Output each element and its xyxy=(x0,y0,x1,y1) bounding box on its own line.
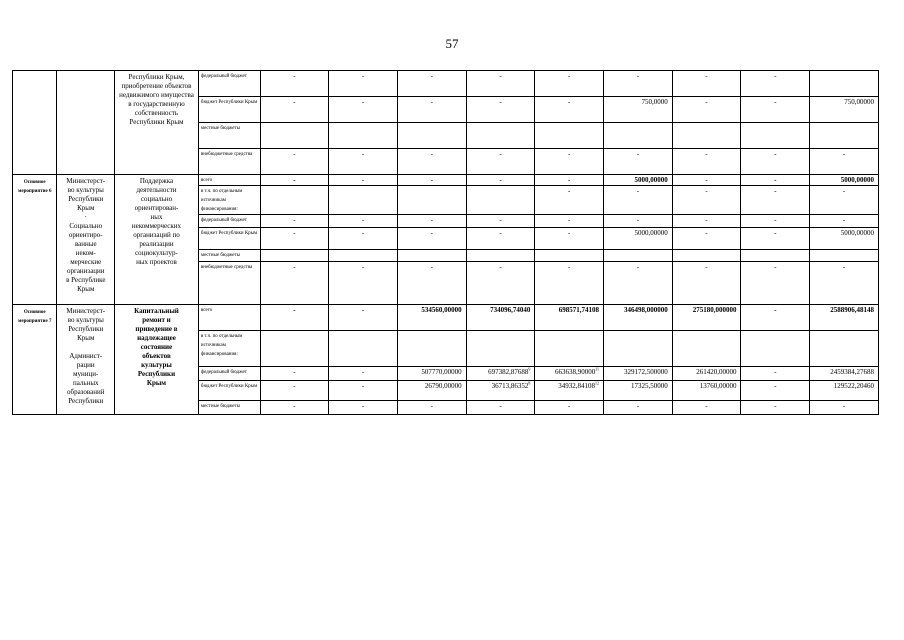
value-cell: 261420,00000 xyxy=(672,367,741,381)
value-cell: - xyxy=(741,401,810,415)
value-cell: - xyxy=(329,401,398,415)
value-cell xyxy=(466,186,535,215)
value-cell xyxy=(604,123,673,149)
value-cell: - xyxy=(397,215,466,228)
funding-source: федеральный бюджет xyxy=(198,367,260,381)
value-cell: - xyxy=(535,186,604,215)
value-cell: 5000,00000 xyxy=(604,228,673,250)
value-cell: - xyxy=(329,228,398,250)
value-cell: 750,0000 xyxy=(604,97,673,123)
value-cell xyxy=(810,71,879,97)
value-cell: - xyxy=(741,228,810,250)
value-cell xyxy=(535,123,604,149)
value-cell xyxy=(397,123,466,149)
value-cell xyxy=(466,250,535,262)
value-cell: - xyxy=(329,381,398,401)
value-cell: - xyxy=(397,97,466,123)
value-cell: - xyxy=(466,175,535,186)
financing-table xyxy=(12,70,879,415)
funding-source: бюджет Республики Крым xyxy=(198,381,260,401)
table-row xyxy=(13,71,879,97)
value-cell: - xyxy=(260,149,329,175)
funding-source: местные бюджеты xyxy=(198,123,260,149)
value-cell: 13760,00000 xyxy=(672,381,741,401)
value-cell: - xyxy=(466,71,535,97)
value-cell: 663638,90000$^{11}$ xyxy=(535,367,604,381)
value-cell: 275180,000000 xyxy=(672,305,741,331)
value-cell: - xyxy=(672,215,741,228)
value-cell: - xyxy=(604,149,673,175)
value-cell: - xyxy=(741,305,810,331)
value-cell xyxy=(260,186,329,215)
value-cell: 5000,00000 xyxy=(810,228,879,250)
value-cell xyxy=(397,186,466,215)
value-cell: 534560,00000 xyxy=(397,305,466,331)
value-cell: 5000,00000 xyxy=(604,175,673,186)
funding-source: федеральный бюджет xyxy=(198,71,260,97)
value-cell xyxy=(810,123,879,149)
funding-source: всего xyxy=(198,175,260,186)
funding-source: всего xyxy=(198,305,260,331)
value-cell: - xyxy=(466,228,535,250)
value-cell: 2459384,27688 xyxy=(810,367,879,381)
value-cell: - xyxy=(466,215,535,228)
value-cell: - xyxy=(329,71,398,97)
executor-cell: Министерст- во культуры Республики Крым · Социально ориентиро- ванные неком- мерческие организации в Республике Крым xyxy=(57,175,115,305)
value-cell: - xyxy=(810,262,879,305)
value-cell: - xyxy=(741,381,810,401)
value-cell: - xyxy=(466,97,535,123)
value-cell xyxy=(741,331,810,367)
value-cell: - xyxy=(741,71,810,97)
funding-source: внебюджетные средства xyxy=(198,262,260,305)
value-cell: - xyxy=(535,97,604,123)
value-cell: - xyxy=(329,215,398,228)
value-cell: 346498,000000 xyxy=(604,305,673,331)
value-cell: - xyxy=(535,71,604,97)
value-cell: - xyxy=(672,186,741,215)
value-cell: 734096,74040 xyxy=(466,305,535,331)
value-cell: - xyxy=(260,175,329,186)
funding-source: местные бюджеты xyxy=(198,401,260,415)
value-cell: - xyxy=(672,401,741,415)
value-cell: - xyxy=(810,401,879,415)
value-cell: - xyxy=(672,262,741,305)
value-cell: - xyxy=(741,149,810,175)
value-cell: 129522,20460 xyxy=(810,381,879,401)
value-cell: - xyxy=(741,215,810,228)
funding-source: местные бюджеты xyxy=(198,250,260,262)
value-cell: 34932,84108$^{12}$ xyxy=(535,381,604,401)
value-cell: - xyxy=(535,175,604,186)
value-cell: - xyxy=(260,71,329,97)
table-row xyxy=(13,175,879,186)
value-cell: - xyxy=(397,175,466,186)
value-cell: - xyxy=(397,228,466,250)
executor-cell: Министерст- во культуры Республики Крым Админист- рации муници- пальных образований Республики xyxy=(57,305,115,415)
value-cell xyxy=(810,331,879,367)
value-cell: - xyxy=(466,262,535,305)
value-cell: - xyxy=(329,149,398,175)
value-cell xyxy=(466,123,535,149)
value-cell: - xyxy=(604,71,673,97)
event-name: Поддержка деятельности социально ориентирован- ных некоммерческих организаций по реализации социокультур- ных проектов xyxy=(115,175,199,305)
funding-source: федеральный бюджет xyxy=(198,215,260,228)
value-cell: - xyxy=(741,97,810,123)
value-cell: - xyxy=(466,149,535,175)
value-cell: - xyxy=(810,215,879,228)
value-cell: - xyxy=(535,149,604,175)
value-cell: - xyxy=(741,186,810,215)
value-cell: 36713,86352$^8$ xyxy=(466,381,535,401)
value-cell xyxy=(672,250,741,262)
value-cell: - xyxy=(260,215,329,228)
value-cell xyxy=(535,331,604,367)
value-cell xyxy=(329,186,398,215)
value-cell: - xyxy=(535,262,604,305)
value-cell: - xyxy=(604,262,673,305)
value-cell xyxy=(397,250,466,262)
funding-source: в т.ч. по отдельным источникам финансирования: xyxy=(198,331,260,367)
value-cell xyxy=(535,250,604,262)
event-code: Основное мероприятие 6 xyxy=(13,175,57,305)
value-cell: - xyxy=(329,367,398,381)
funding-source: в т.ч. по отдельным источникам финансирования: xyxy=(198,186,260,215)
value-cell xyxy=(741,123,810,149)
value-cell: 2588906,48148 xyxy=(810,305,879,331)
value-cell: - xyxy=(397,149,466,175)
value-cell: - xyxy=(741,262,810,305)
value-cell: - xyxy=(535,228,604,250)
funding-source: внебюджетные средства xyxy=(198,149,260,175)
event-name: Республики Крым, приобретение объектов недвижимого имущества в государственную собственность Республики Крым xyxy=(115,71,199,175)
value-cell xyxy=(466,331,535,367)
value-cell: - xyxy=(260,381,329,401)
funding-source: бюджет Республики Крым xyxy=(198,97,260,123)
value-cell xyxy=(260,123,329,149)
value-cell: 698571,74108 xyxy=(535,305,604,331)
value-cell xyxy=(672,123,741,149)
value-cell xyxy=(329,331,398,367)
value-cell: - xyxy=(604,186,673,215)
value-cell xyxy=(604,250,673,262)
value-cell xyxy=(741,250,810,262)
value-cell xyxy=(329,123,398,149)
value-cell: - xyxy=(260,401,329,415)
value-cell: 329172,500000 xyxy=(604,367,673,381)
value-cell xyxy=(329,250,398,262)
page-number: 57 xyxy=(445,36,459,51)
value-cell: - xyxy=(260,97,329,123)
value-cell: 750,00000 xyxy=(810,97,879,123)
value-cell: - xyxy=(604,401,673,415)
value-cell: - xyxy=(604,215,673,228)
value-cell: - xyxy=(329,262,398,305)
value-cell: 697382,87688$^9$ xyxy=(466,367,535,381)
value-cell: - xyxy=(672,175,741,186)
table-row xyxy=(13,305,879,331)
value-cell: - xyxy=(260,262,329,305)
value-cell: - xyxy=(672,97,741,123)
event-name: Капитальный ремонт и приведение в надлежащее состояние объектов культуры Республики Крым xyxy=(115,305,199,415)
value-cell: - xyxy=(260,305,329,331)
value-cell: 507770,00000 xyxy=(397,367,466,381)
event-code: Основное мероприятие 7 xyxy=(13,305,57,415)
value-cell: - xyxy=(397,71,466,97)
executor-cell xyxy=(57,71,115,175)
value-cell: - xyxy=(260,228,329,250)
event-code xyxy=(13,71,57,175)
value-cell: 17325,50000 xyxy=(604,381,673,401)
value-cell: - xyxy=(810,186,879,215)
funding-source: бюджет Республики Крым xyxy=(198,228,260,250)
value-cell: - xyxy=(397,262,466,305)
value-cell xyxy=(260,250,329,262)
value-cell: - xyxy=(466,401,535,415)
value-cell xyxy=(260,331,329,367)
value-cell: 5000,00000 xyxy=(810,175,879,186)
value-cell xyxy=(672,331,741,367)
value-cell: - xyxy=(535,215,604,228)
value-cell: - xyxy=(397,401,466,415)
value-cell: - xyxy=(741,367,810,381)
value-cell: - xyxy=(741,175,810,186)
value-cell: - xyxy=(810,149,879,175)
value-cell: - xyxy=(672,149,741,175)
value-cell xyxy=(397,331,466,367)
value-cell: - xyxy=(329,305,398,331)
value-cell: - xyxy=(672,228,741,250)
value-cell: - xyxy=(535,401,604,415)
value-cell: - xyxy=(672,71,741,97)
value-cell: - xyxy=(329,97,398,123)
value-cell xyxy=(604,331,673,367)
value-cell: - xyxy=(260,367,329,381)
value-cell: - xyxy=(329,175,398,186)
value-cell xyxy=(810,250,879,262)
value-cell: 26790,00000 xyxy=(397,381,466,401)
